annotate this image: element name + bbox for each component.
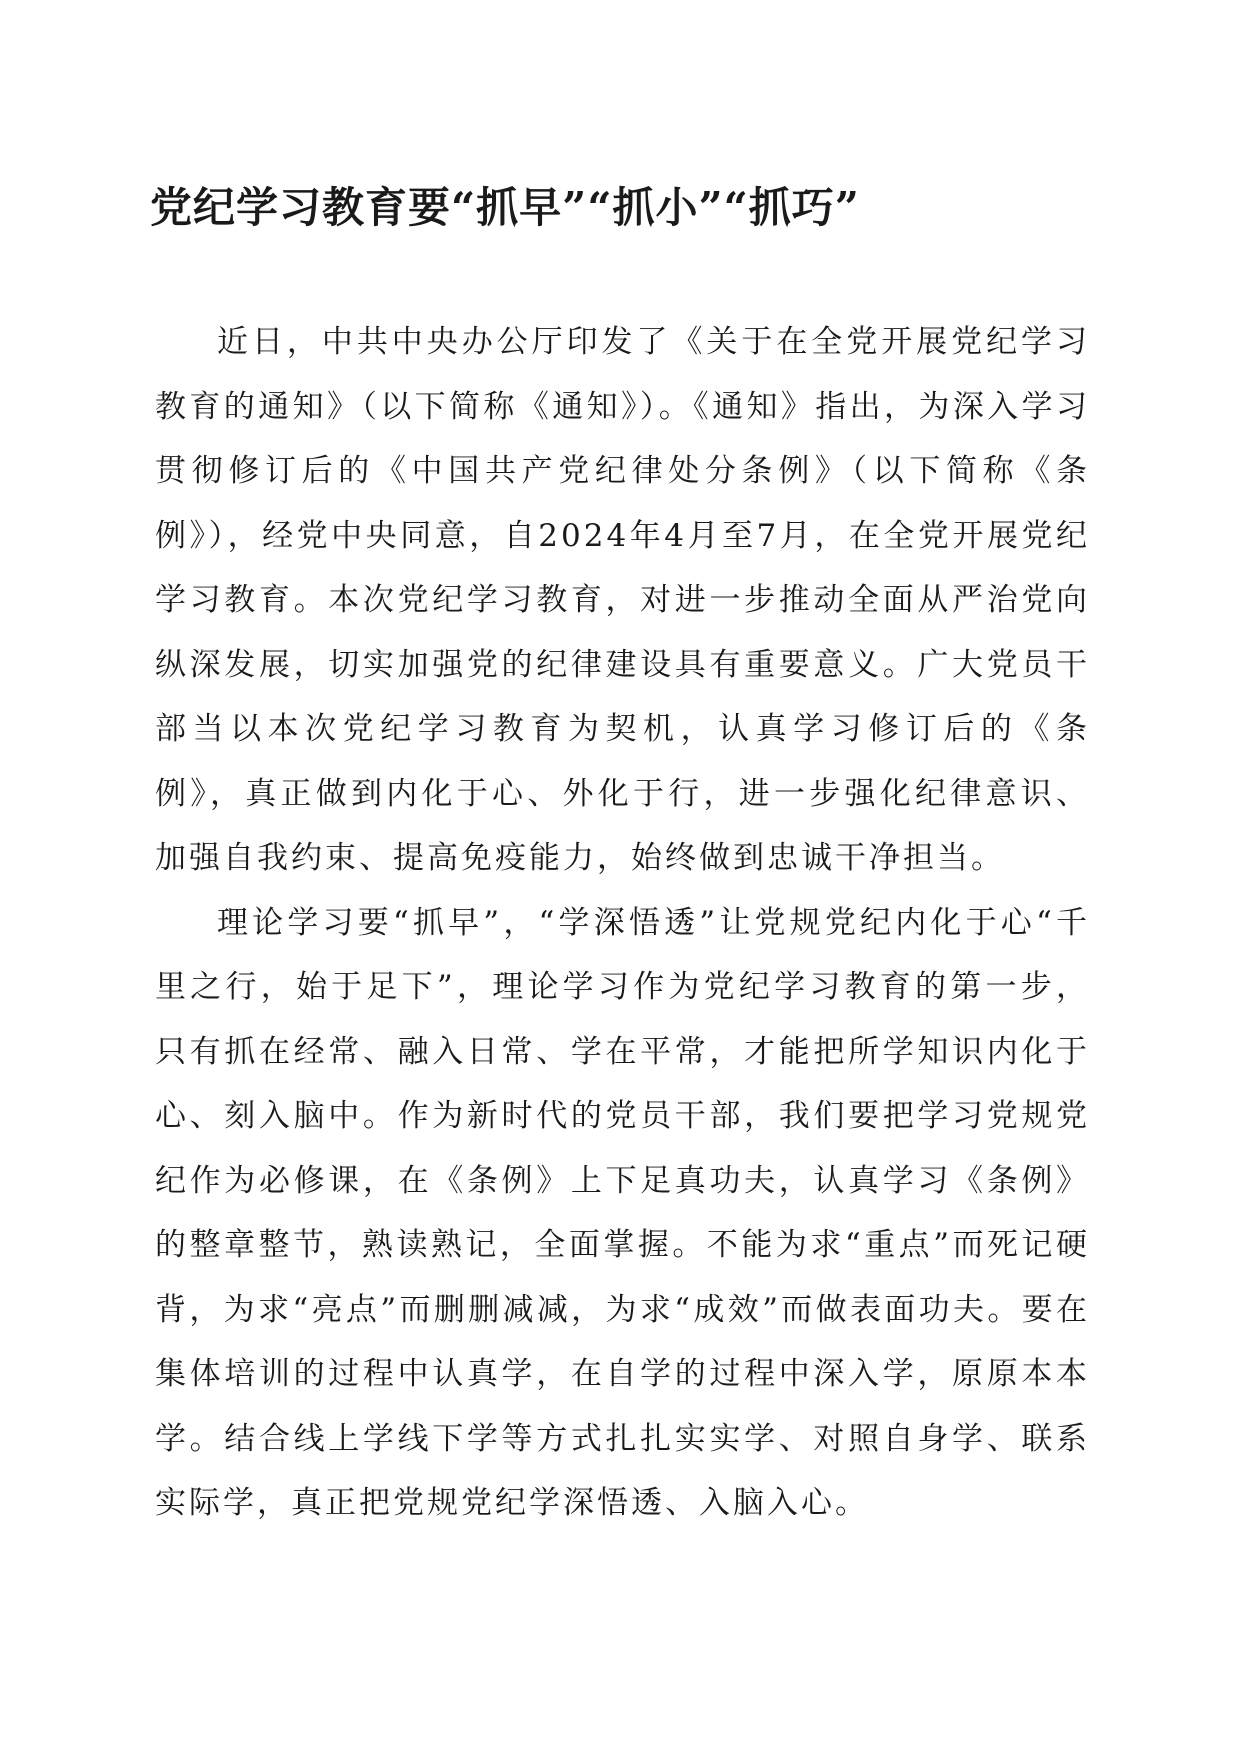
document-title: 党纪学习教育要“抓早”“抓小”“抓巧”: [150, 183, 860, 232]
document-body: [155, 310, 1090, 1536]
paragraph: 理论学习要“抓早”，“学深悟透”让党规党纪内化于心“千里之行，始于足下”，理论学习作为党纪学习教育的第一步，只有抓在经常、融入日常、学在平常，才能把所学知识内化于心、刻入脑中。作为新时代的党员干部，我们要把学习党规党纪作为必修课，在《条例》上下足真功夫，认真学习《条例》的整章整节，熟读熟记，全面掌握。不能为求“重点”而死记硬背，为求“亮点”而删删减减，为求“成效”而做表面功夫。要在集体培训的过程中认真学，在自学的过程中深入学，原原本本学。结合线上学线下学等方式扎扎实实学、对照自身学、联系实际学，真正把党规党纪学深悟透、入脑入心。: [155, 904, 1090, 1521]
paragraph: 近日，中共中央办公厅印发了《关于在全党开展党纪学习教育的通知》（以下简称《通知》）。《通知》指出，为深入学习贯彻修订后的《中国共产党纪律处分条例》（以下简称《条例》），经党中央同意，自2024年4月至7月，在全党开展党纪学习教育。本次党纪学习教育，对进一步推动全面从严治党向纵深发展，切实加强党的纪律建设具有重要意义。广大党员干部当以本次党纪学习教育为契机，认真学习修订后的《条例》，真正做到内化于心、外化于行，进一步强化纪律意识、加强自我约束、提高免疫能力，始终做到忠诚干净担当。: [155, 324, 1090, 876]
